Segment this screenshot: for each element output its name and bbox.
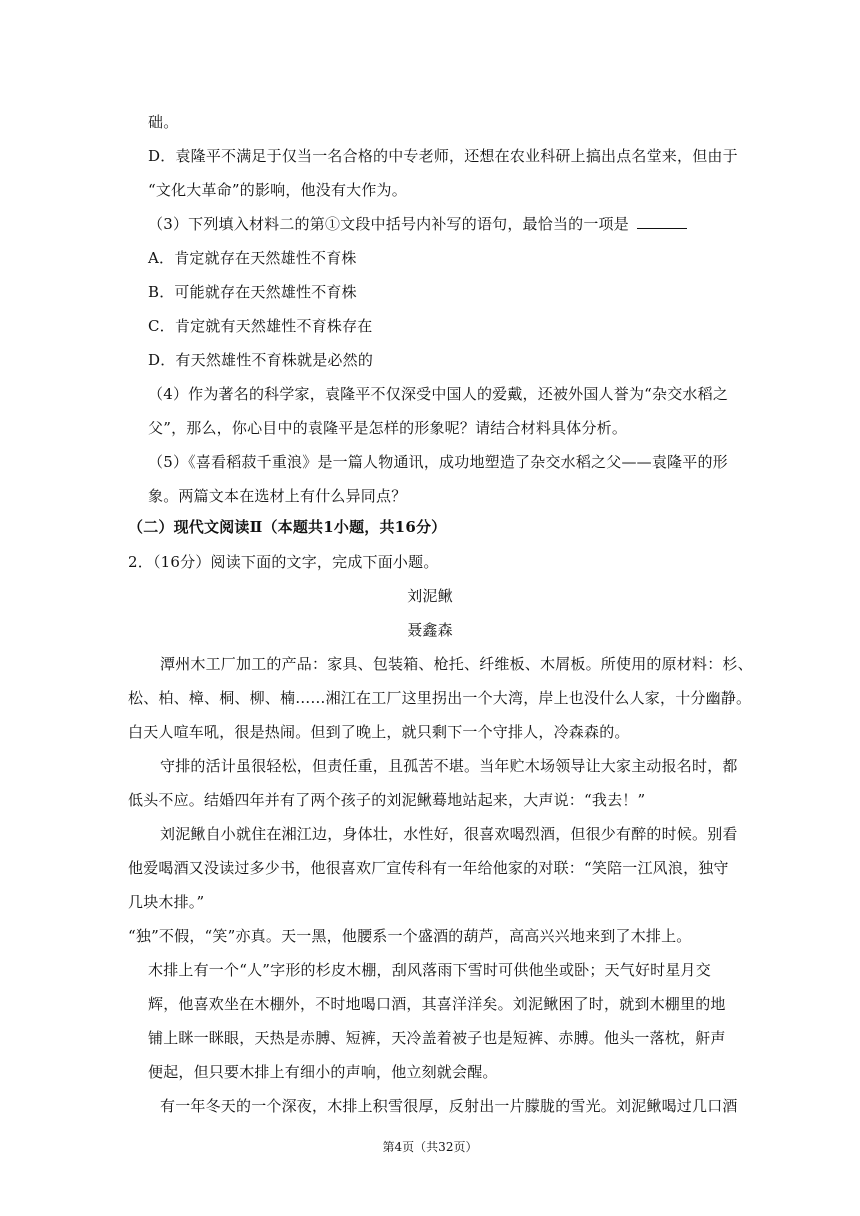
paragraph-1-line-1: 潭州木工厂加工的产品：家具、包装箱、枪托、纤维板、木屑板。所使用的原材料：杉、 (160, 655, 753, 673)
answer-blank (637, 214, 687, 229)
option-d-line-1: D．袁隆平不满足于仅当一名合格的中专老师，还想在农业科研上搞出点名堂来，但由于 (148, 147, 738, 165)
story-author: 聂鑫森 (407, 621, 453, 639)
paragraph-4-line-2: 木排上有一个“人”字形的杉皮木棚，刮风落雨下雪时可供他坐或卧；天气好时星月交 (148, 961, 711, 979)
paragraph-3-line-2: 他爱喝酒又没读过多少书，他很喜欢厂宣传科有一年给他家的对联：“笑陪一江风浪，独守 (128, 859, 729, 877)
paragraph-1-line-3: 白天人喧车吼，很是热闹。但到了晚上，就只剩下一个守排人，冷森森的。 (128, 723, 630, 741)
paragraph-2-line-1: 守排的活计虽很轻松，但责任重，且孤苦不堪。当年贮木场领导让大家主动报名时，都 (160, 757, 738, 775)
story-title: 刘泥鳅 (407, 587, 453, 605)
option-b: B．可能就存在天然雄性不育株 (148, 283, 357, 301)
page-footer: 第4页（共32页） (382, 1140, 478, 1154)
paragraph-3-line-3: 几块木排。” (128, 893, 205, 911)
text-line-1: 础。 (148, 113, 179, 131)
paragraph-2-line-2: 低头不应。结婚四年并有了两个孩子的刘泥鳅蓦地站起来，大声说：“我去！” (128, 791, 646, 809)
question-5-line-1: （5）《喜看稻菽千重浪》是一篇人物通讯，成功地塑造了杂交水稻之父——袁隆平的形 (148, 453, 728, 471)
paragraph-5-line-1: 有一年冬天的一个深夜，木排上积雪很厚，反射出一片朦胧的雪光。刘泥鳅喝过几口酒 (160, 1097, 738, 1115)
paragraph-1-line-2: 松、柏、樟、桐、柳、楠……湘江在工厂这里拐出一个大湾，岸上也没什么人家，十分幽静。 (128, 689, 752, 707)
option-a: A．肯定就存在天然雄性不育株 (148, 249, 357, 267)
paragraph-4-line-4: 铺上眯一眯眼，天热是赤膊、短裤，天冷盖着被子也是短裤、赤膊。他头一落枕，鼾声 (148, 1029, 726, 1047)
question-3 (148, 214, 687, 234)
question-4-line-2: 父”，那么，你心目中的袁隆平是怎样的形象呢？请结合材料具体分析。 (148, 419, 628, 437)
paragraph-3-line-1: 刘泥鳅自小就住在湘江边，身体壮，水性好，很喜欢喝烈酒，但很少有醉的时候。别看 (160, 825, 738, 843)
question-4-line-1: （4）作为著名的科学家，袁隆平不仅深受中国人的爱戴，还被外国人誉为“杂交水稻之 (148, 385, 729, 403)
section-heading: （二）现代文阅读Ⅱ（本题共1小题，共16分） (128, 518, 447, 536)
option-d-line-2: “文化大革命”的影响，他没有大作为。 (148, 181, 407, 199)
paragraph-4-line-1: “独”不假，“笑”亦真。天一黑，他腰系一个盛酒的葫芦，高高兴兴地来到了木排上。 (128, 927, 692, 945)
paragraph-4-line-3: 辉，他喜欢坐在木棚外，不时地喝口酒，其喜洋洋矣。刘泥鳅困了时，就到木棚里的地 (148, 995, 726, 1013)
option-c: C．肯定就有天然雄性不育株存在 (148, 317, 373, 335)
question-3-text: （3）下列填入材料二的第①文段中括号内补写的语句，最恰当的一项是 (148, 215, 629, 233)
question-2-intro: 2．（16分）阅读下面的文字，完成下面小题。 (128, 553, 439, 571)
paragraph-4-line-5: 便起，但只要木排上有细小的声响，他立刻就会醒。 (148, 1063, 498, 1081)
option-d: D．有天然雄性不育株就是必然的 (148, 351, 374, 369)
question-5-line-2: 象。两篇文本在选材上有什么异同点？ (148, 487, 407, 505)
